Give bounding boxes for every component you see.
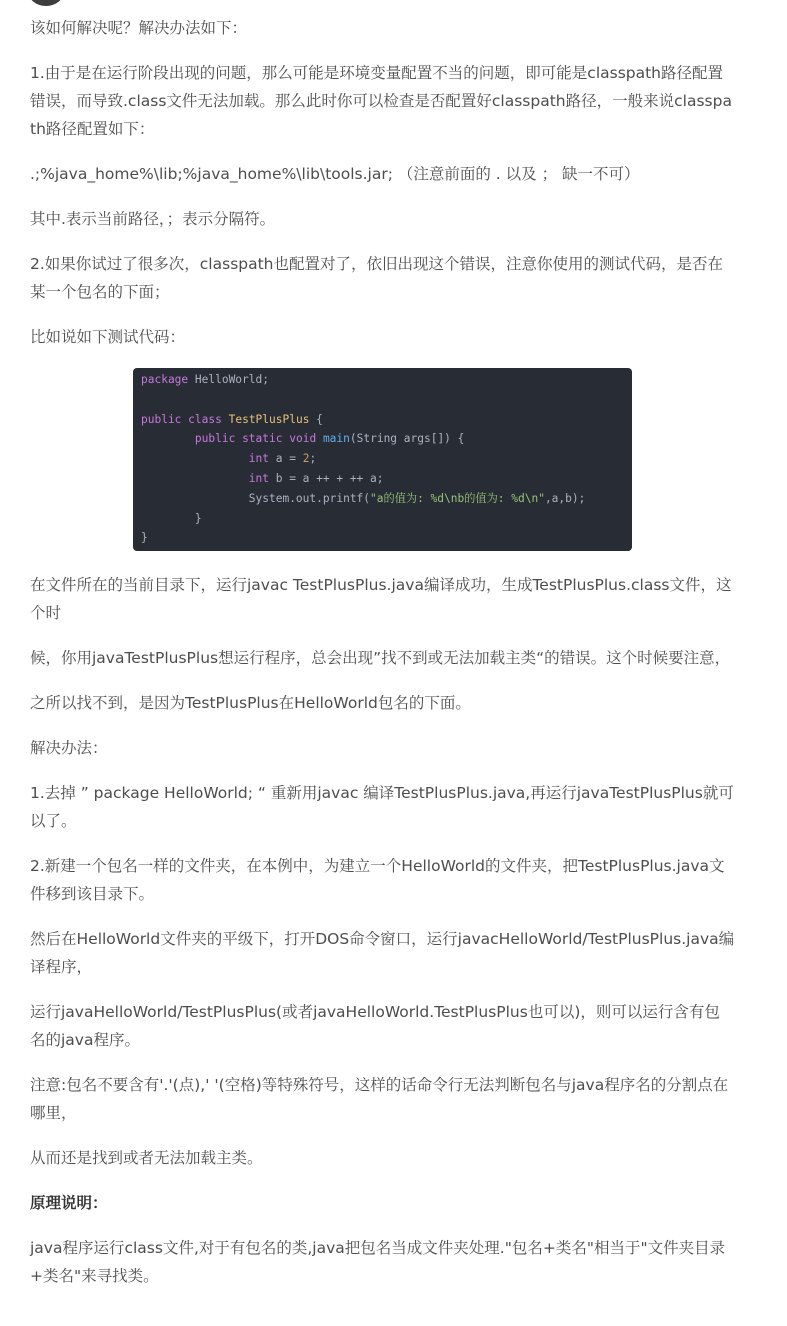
code-indent — [141, 432, 195, 445]
paragraph: 比如说如下测试代码： — [30, 328, 186, 346]
paragraph: java程序运行class文件,对于有包名的类,java把包名当成文件夹处理."包名+类名"相当于"文件夹目录+类名"来寻找类。 — [30, 1239, 726, 1285]
paragraph: 在文件所在的当前目录下，运行javac TestPlusPlus.java编译成功，生成TestPlusPlus.class文件，这个时 — [30, 576, 732, 622]
code-number: 2 — [302, 452, 310, 466]
paragraph: 候，你用javaTestPlusPlus想运行程序，总会出现”找不到或无法加载主类“的错误。这个时候要注意， — [30, 649, 731, 667]
code-line — [141, 429, 624, 449]
paragraph: 然后在HelloWorld文件夹的平级下，打开DOS命令窗口，运行javacHelloWorld/TestPlusPlus.java编译程序， — [30, 930, 735, 976]
code-string: "a的值为: %d\nb的值为: %d\n" — [370, 491, 545, 505]
code-text: } — [141, 511, 202, 525]
code-line — [141, 528, 624, 548]
code-text: { — [309, 412, 323, 426]
code-function-name: main — [322, 432, 350, 446]
code-text: (String args[]) { — [349, 432, 465, 446]
code-text: } — [141, 531, 148, 545]
paragraph: 从而还是找到或者无法加载主类。 — [30, 1149, 263, 1167]
code-text: ; — [309, 452, 317, 466]
paragraph: 1.由于是在运行阶段出现的问题，那么可能是环境变量配置不当的问题，即可能是classpath路径配置错误，而导致.class文件无法加载。那么此时你可以检查是否配置好classpath路径，一般来说classpath路径配置如下： — [30, 64, 732, 138]
paragraph: 1.去掉 ” package HelloWorld; “ 重新用javac 编译TestPlusPlus.java,再运行javaTestPlusPlus就可以了。 — [30, 784, 734, 830]
paragraph: 2.新建一个包名一样的文件夹，在本例中，为建立一个HelloWorld的文件夹，把TestPlusPlus.java文件移到该目录下。 — [30, 857, 725, 903]
paragraph: 该如何解决呢？解决办法如下： — [30, 19, 248, 37]
code-keyword: package — [141, 373, 189, 386]
code-line — [141, 370, 624, 390]
avatar — [28, 0, 64, 6]
article-body — [30, 14, 735, 1307]
paragraph: 2.如果你试过了很多次，classpath也配置对了，依旧出现这个错误，注意你使用的测试代码，是否在某一个包名的下面； — [30, 255, 724, 301]
section-heading: 原理说明： — [30, 1194, 108, 1212]
code-keyword: static — [242, 432, 283, 446]
code-line-empty — [141, 390, 624, 410]
code-keyword: public — [141, 412, 182, 426]
paragraph: 注意:包名不要含有'.'(点),' '(空格)等特殊符号，这样的话命令行无法判断包名与java程序名的分割点在哪里， — [30, 1076, 729, 1122]
code-type: int — [248, 471, 269, 485]
code-text: System.out.printf( — [248, 491, 371, 505]
code-type: int — [248, 452, 269, 466]
code-line — [141, 410, 624, 430]
paragraph: .;%java_home%\lib;%java_home%\lib\tools.jar; （注意前面的 . 以及 ； 缺一不可） — [30, 165, 640, 183]
section-heading-paragraph — [30, 1189, 735, 1217]
code-text: a = — [269, 452, 303, 466]
code-keyword: void — [289, 432, 317, 446]
code-indent — [141, 472, 249, 485]
paragraph: 解决办法： — [30, 739, 108, 757]
code-block[interactable] — [133, 368, 632, 551]
code-keyword: public — [194, 432, 236, 446]
code-text: ,a,b); — [544, 491, 586, 505]
paragraph: 之所以找不到，是因为TestPlusPlus在HelloWorld包名的下面。 — [30, 694, 471, 712]
code-class-name: TestPlusPlus — [228, 412, 310, 426]
code-keyword: class — [188, 412, 222, 426]
code-text: b = a ++ + ++ a; — [269, 471, 384, 485]
code-line — [141, 489, 624, 509]
code-line — [141, 449, 624, 469]
paragraph: 其中.表示当前路径，；表示分隔符。 — [30, 210, 276, 228]
code-indent — [141, 492, 249, 505]
code-line — [141, 509, 624, 529]
code-indent — [141, 452, 249, 465]
code-line — [141, 469, 624, 489]
paragraph: 运行javaHelloWorld/TestPlusPlus(或者javaHelloWorld.TestPlusPlus也可以)，则可以运行含有包名的java程序。 — [30, 1003, 720, 1049]
code-text: HelloWorld; — [188, 373, 269, 386]
